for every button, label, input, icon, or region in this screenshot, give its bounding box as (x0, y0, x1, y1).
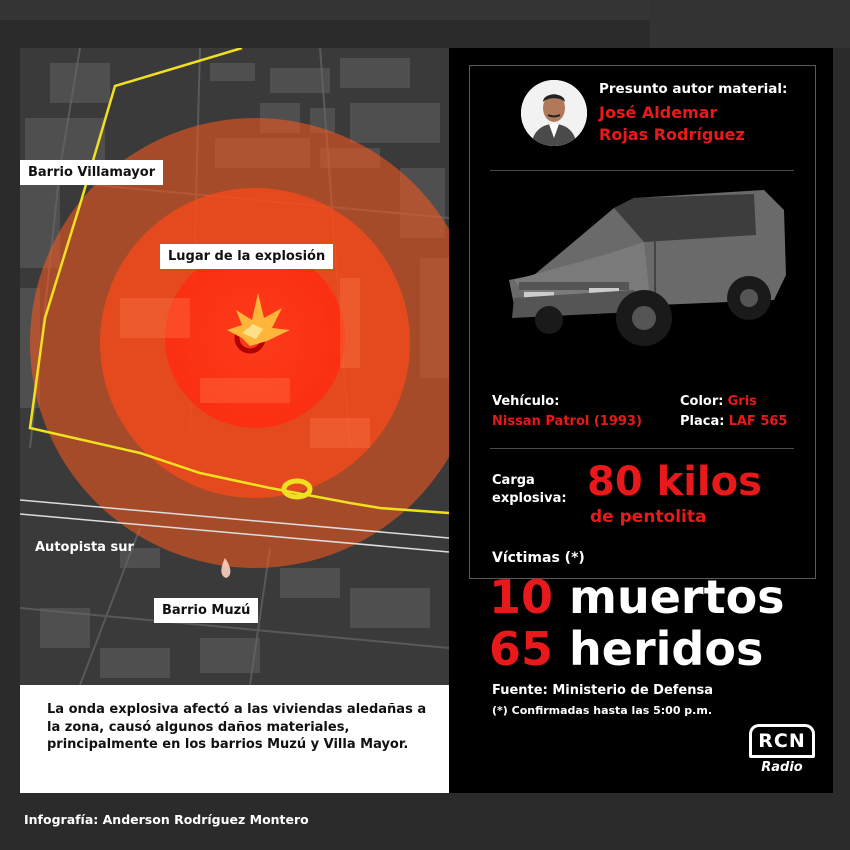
dead-word: muertos (569, 570, 785, 624)
suspect-name-line2: Rojas Rodríguez (599, 125, 745, 144)
map-caption: La onda explosiva afectó a las viviendas aledañas a la zona, causó algunos daños materiales, principalmente en los barrios Muzú y Villa Mayor. (20, 685, 449, 793)
label-barrio-muzu: Barrio Muzú (154, 598, 258, 623)
charge-substance: de pentolita (590, 507, 707, 527)
rcn-radio-logo (749, 724, 819, 780)
victims-heading: Víctimas (*) (492, 550, 585, 566)
plate-value: LAF 565 (728, 414, 788, 429)
logo-mark: RCN (749, 724, 815, 758)
explosion-map (20, 48, 449, 685)
suspect-heading: Presunto autor material: (599, 81, 788, 97)
label-barrio-villamayor: Barrio Villamayor (20, 160, 163, 185)
person-icon (521, 80, 587, 146)
color-label: Color: (680, 394, 724, 409)
suspect-name-line1: José Aldemar (599, 103, 718, 122)
victims-dead (489, 570, 785, 624)
charge-amount: 80 kilos (587, 459, 762, 505)
charge-label-line2: explosiva: (492, 491, 567, 506)
avatar (521, 80, 587, 146)
injured-word: heridos (569, 622, 764, 676)
injured-number: 65 (489, 622, 554, 676)
plate-label: Placa: (680, 414, 725, 429)
victims-note: (*) Confirmadas hasta las 5:00 p.m. (492, 704, 712, 717)
logo-sub: Radio (761, 760, 803, 775)
divider (490, 170, 794, 171)
map-graphic (20, 48, 449, 685)
label-autopista-sur: Autopista sur (35, 540, 134, 555)
vehicle-label: Vehículo: (492, 394, 560, 409)
color-value: Gris (727, 394, 757, 409)
victims-source: Fuente: Ministerio de Defensa (492, 683, 714, 698)
infographic-credit: Infografía: Anderson Rodríguez Montero (24, 812, 309, 827)
vehicle-plate (680, 414, 787, 429)
info-panel (449, 48, 833, 793)
vehicle-color (680, 394, 757, 409)
suspect-vehicle-box (469, 65, 816, 579)
dead-number: 10 (489, 570, 554, 624)
vehicle-value: Nissan Patrol (1993) (492, 414, 642, 429)
victims-injured (489, 622, 763, 676)
charge-label-line1: Carga (492, 473, 535, 488)
divider (490, 448, 794, 449)
label-explosion-site: Lugar de la explosión (160, 244, 333, 269)
vehicle-image (494, 180, 794, 360)
background-band (650, 0, 850, 48)
